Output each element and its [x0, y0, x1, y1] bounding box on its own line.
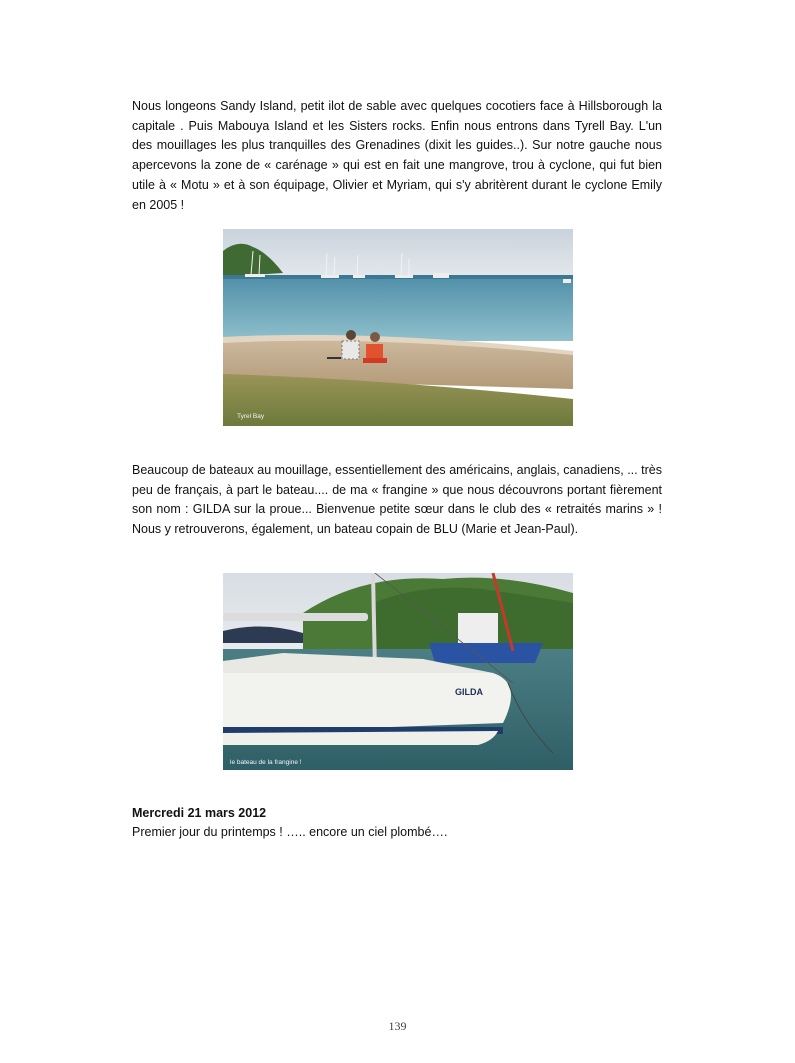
sailboat-scene-illustration: [223, 573, 573, 770]
boat-name-label: GILDA: [455, 687, 483, 697]
page-number: 139: [388, 1019, 407, 1033]
photo-caption: le bateau de la frangine !: [230, 759, 302, 766]
photo-gilda-sailboat: [223, 573, 573, 770]
date-text: Premier jour du printemps ! ….. encore un ciel plombé….: [132, 825, 448, 839]
date-heading: Mercredi 21 mars 2012: [132, 806, 267, 820]
paragraph-tyrell-bay: Nous longeons Sandy Island, petit ilot de sable avec quelques cocotiers face à Hillsborough la capitale . Puis Mabouya Island et les Sisters rocks. Enfin nous entrons dans Tyrell Bay. L'un des mouillages les plus tranquilles des Grenadines (dixit les guides..). Sur notre gauche nous apercevons la zone de « carénage » qui est en fait une mangrove, trou à cyclone, qui fut bien utile à « Motu » et à son équipage, Olivier et Myriam, qui s'y abritèrent durant le cyclone Emily en 2005 !: [132, 99, 662, 212]
beach-scene-illustration: [223, 229, 573, 426]
photo-tyrel-bay-beach: [223, 229, 573, 426]
photo-caption: Tyrel Bay: [237, 413, 265, 420]
paragraph-gilda-boat: Beaucoup de bateaux au mouillage, essentiellement des américains, anglais, canadiens, ... très peu de français, à part le bateau.... de ma « frangine » que nous découvrons portant fièrement son nom : GILDA sur la proue... Bienvenue petite sœur dans le club des « retraités marins » ! Nous y retrouverons, également, un bateau copain de BLU (Marie et Jean-Paul).: [132, 463, 662, 537]
